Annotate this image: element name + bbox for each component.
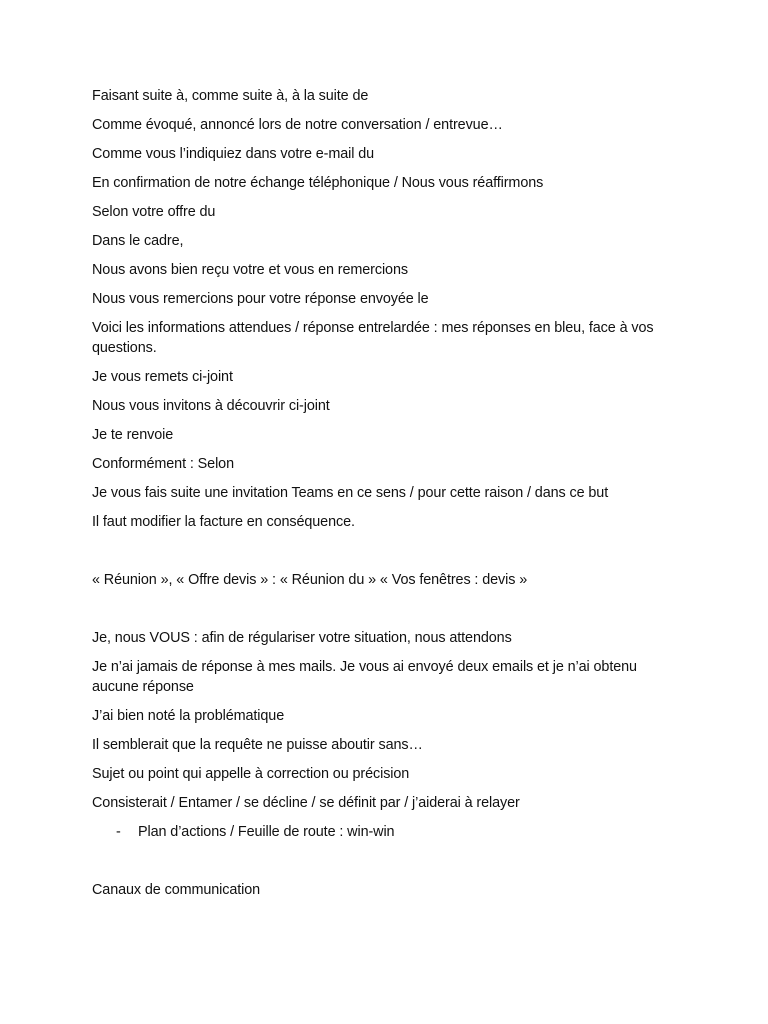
text-line: Comme vous l’indiquiez dans votre e-mail du (92, 146, 375, 162)
subject-examples-line: « Réunion », « Offre devis » : « Réunion du » « Vos fenêtres : devis » (92, 572, 528, 588)
text-line: En confirmation de notre échange téléphonique / Nous vous réaffirmons (92, 175, 544, 191)
text-line: Je vous remets ci-joint (92, 369, 233, 385)
text-line: Il faut modifier la facture en conséquence. (92, 514, 355, 530)
bullet-dash-marker: - (116, 824, 121, 840)
text-line: Nous avons bien reçu votre et vous en remercions (92, 262, 408, 278)
text-line: Selon votre offre du (92, 204, 216, 220)
text-line: Consisterait / Entamer / se décline / se définit par / j’aiderai à relayer (92, 795, 520, 811)
text-line: Faisant suite à, comme suite à, à la suite de (92, 88, 369, 104)
text-line: Conformément : Selon (92, 456, 234, 472)
blank-line (92, 851, 682, 880)
list-item (92, 822, 682, 842)
closing-heading-line: Canaux de communication (92, 882, 261, 898)
text-line: Je, nous VOUS : afin de régulariser votre situation, nous attendons (92, 630, 512, 646)
text-line: Je te renvoie (92, 427, 174, 443)
blank-line (92, 599, 682, 628)
text-line: Nous vous remercions pour votre réponse envoyée le (92, 291, 429, 307)
text-line: Sujet ou point qui appelle à correction ou précision (92, 766, 410, 782)
document-body (92, 86, 682, 909)
list-item-text: Plan d’actions / Feuille de route : win-win (138, 824, 395, 840)
text-line: J’ai bien noté la problématique (92, 708, 285, 724)
text-line: Il semblerait que la requête ne puisse aboutir sans… (92, 737, 423, 753)
text-line: Voici les informations attendues / réponse entrelardée : mes réponses en bleu, face à vos questions. (92, 320, 654, 356)
text-line: Comme évoqué, annoncé lors de notre conversation / entrevue… (92, 117, 503, 133)
blank-line (92, 541, 682, 570)
text-line: Nous vous invitons à découvrir ci-joint (92, 398, 330, 414)
text-line: Je vous fais suite une invitation Teams en ce sens / pour cette raison / dans ce but (92, 485, 609, 501)
text-line: Dans le cadre, (92, 233, 184, 249)
text-line: Je n’ai jamais de réponse à mes mails. Je vous ai envoyé deux emails et je n’ai obtenu aucune réponse (92, 659, 637, 695)
